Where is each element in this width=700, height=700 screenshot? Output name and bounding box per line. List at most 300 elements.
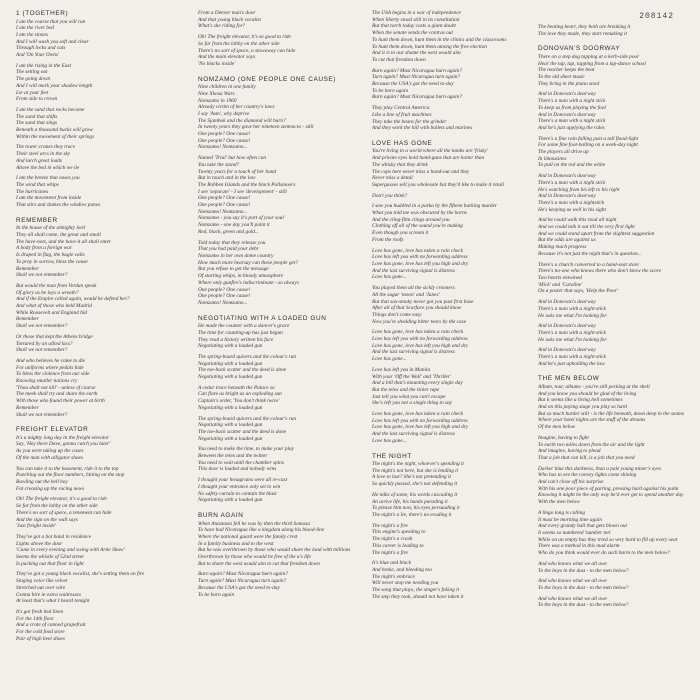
lyric-line: There's a man with a nightstick bbox=[538, 199, 605, 206]
lyric-line: I thought your hexagrams were all re-cast bbox=[198, 477, 288, 484]
lyric-line: There's a man with a night-stick bbox=[538, 305, 606, 312]
lyric-line: To the old sheet music bbox=[538, 74, 585, 81]
lyric-line: The night's a crash bbox=[372, 536, 413, 543]
lyric-line: 'Thou shalt not kill' - unless of course bbox=[16, 384, 96, 391]
song-title: REMEMBER bbox=[16, 216, 58, 224]
song-block bbox=[16, 10, 182, 209]
lyric-line: Who has to see the convey lights come shining bbox=[538, 472, 637, 479]
lyric-line: And we could talk it out till the very first light bbox=[538, 224, 635, 231]
lyric-line: Negotiating with a loaded gun bbox=[198, 374, 263, 381]
lyric-line: To the boys in the dust - to the men below? bbox=[538, 567, 629, 574]
lyric-line: Fat creasing up the racing news bbox=[16, 485, 85, 492]
lyric-line: In twenty years they gave her nineteen sentences - still bbox=[198, 124, 314, 131]
lyric-line: And the last surviving signal is distress bbox=[372, 349, 455, 356]
lyric-line: This career is leading to bbox=[372, 542, 424, 549]
lyric-line: Love has left you with no forwarding address bbox=[372, 417, 468, 424]
lyric-line: And lurch great loads bbox=[16, 157, 62, 164]
song-title: NEGOTIATING WITH A LOADED GUN bbox=[198, 314, 327, 322]
lyric-line: Imagine, having to fight bbox=[538, 434, 589, 441]
lyric-line: At least that's what I heard tonight bbox=[16, 598, 90, 605]
lyric-line: I saw you huddled in a parka by the fifteen barking murder bbox=[372, 203, 497, 210]
lyric-line: Say, 'Hey there Dave, gonna catch you later' bbox=[16, 441, 111, 448]
lyric-line: I am the breeze that eases you bbox=[16, 175, 80, 182]
lyric-line: The Robben Islands and the black Pollsmoors bbox=[198, 181, 296, 188]
lyric-line: The night's a fire bbox=[372, 549, 408, 556]
lyric-line: As you were taking up the cases bbox=[16, 448, 84, 455]
lyric-line: What's she riding for? bbox=[198, 23, 246, 30]
lyric-line: Like a line of fruit machines bbox=[372, 111, 432, 118]
lyrics-column-4 bbox=[538, 24, 700, 696]
lyric-line: Nomzamo - you say it's part of your soul bbox=[198, 215, 284, 222]
song-block bbox=[198, 512, 364, 598]
lyric-line: In the house of the almighty lord bbox=[16, 225, 85, 232]
lyric-line: One people? One cause! bbox=[198, 195, 251, 202]
lyric-line: Love has gone... bbox=[372, 356, 407, 363]
lyric-line: You played them all the sickly crooners bbox=[372, 285, 455, 292]
lyric-line: And in Donovan's doorway bbox=[538, 323, 596, 330]
lyric-line: They've got a hot band in residence bbox=[16, 533, 92, 540]
lyric-line: Lie at your feet bbox=[16, 89, 49, 96]
lyric-line: The beating heart, they both are breaking it bbox=[538, 24, 631, 30]
lyric-line: There's a man with a night stick bbox=[538, 179, 606, 186]
lyric-line: Remember bbox=[16, 316, 39, 323]
lyric-line: Never miss a detail bbox=[372, 175, 413, 182]
lyric-line: Turn again? Must Nicaragua turn again? bbox=[372, 74, 461, 81]
song-title: NOMZAMO (ONE PEOPLE ONE CAUSE) bbox=[198, 75, 337, 83]
lyric-line: To keep us from playing the fool bbox=[538, 104, 606, 111]
lyric-line: And in Donovan's doorway bbox=[538, 299, 596, 306]
lyric-line: Love has left you in Manila bbox=[372, 366, 431, 373]
lyric-line: The whisky that they drink bbox=[372, 161, 428, 168]
lyric-line: To be born again bbox=[198, 591, 235, 598]
lyric-line: And who believes he came to die bbox=[16, 357, 86, 364]
lyric-line: But that torch today casts a giant doubt bbox=[372, 23, 456, 30]
lyric-line: You need to make the time, to make your play bbox=[198, 446, 295, 453]
lyric-line: One people? One cause! bbox=[198, 137, 251, 144]
lyric-line: Told today that they release you bbox=[198, 239, 266, 246]
lyric-line: They all shall come, the great and small bbox=[16, 231, 101, 238]
lyric-line: That stirs and shakes the window panes bbox=[16, 202, 101, 209]
lyric-line: The night's the night, whoever's spending it bbox=[372, 461, 464, 468]
lyric-line: And in Donovan's doorway bbox=[538, 111, 596, 118]
lyric-line: Hear the tap, tap, tapping from a tap-dance school bbox=[538, 60, 646, 67]
lyric-line: There's no-one who knows there who don't know the score bbox=[538, 268, 662, 275]
lyric-line: But to share the west would aim to cut that freedom down bbox=[198, 560, 320, 567]
lyric-line: To the boys in the dust - to the men below? bbox=[538, 584, 629, 591]
lyric-line: No safety curtain to contain the blast bbox=[198, 490, 277, 497]
lyric-line: I thought your entrance only set to win bbox=[198, 483, 281, 490]
lyric-line: And if the Empire called again, would he defend her? bbox=[16, 296, 130, 303]
lyric-line: The players all drive up bbox=[538, 149, 589, 156]
lyric-line: Even though you scream it bbox=[372, 230, 429, 237]
lyric-line: Supergasses sell you wholesale but they'd like to make it retail bbox=[372, 181, 504, 188]
lyric-line: Is draped in flag, the bugle calls bbox=[16, 252, 85, 259]
lyrics-column-1 bbox=[16, 10, 182, 696]
lyric-line: To be born again bbox=[372, 87, 409, 94]
lyric-line: It's a mighty long day in the freight elevator bbox=[16, 434, 110, 441]
lyric-line: Nine children in one family bbox=[198, 84, 256, 91]
lyric-line: Love has left you with no forwarding address bbox=[372, 336, 468, 343]
lyric-line: But would the man from Verdun speak bbox=[16, 282, 97, 289]
lyric-line: For the cold food store bbox=[16, 629, 65, 636]
lyric-line: Negotiating with a loaded gun bbox=[198, 435, 263, 442]
lyric-line: One people? One cause! bbox=[198, 286, 251, 293]
lyric-line: Stretched out over wire bbox=[16, 584, 66, 591]
lyric-line: With his one poor piece of parting, pressing hard against his palm bbox=[538, 485, 679, 492]
lyric-line: The setting out bbox=[16, 69, 48, 76]
lyric-line: The night's a lie, there's no evading it bbox=[372, 512, 452, 518]
lyric-line: The song that plays, the singer's faking it bbox=[372, 587, 460, 594]
lyric-line: After all of that Scarface you should know bbox=[372, 305, 462, 312]
lyric-line: To have had Nicaragua like a kingdom along his blood-line bbox=[198, 527, 325, 534]
lyric-line: Nomzamo in her own dome country bbox=[198, 253, 274, 259]
lyric-line: The cops here never miss a hand-out and they bbox=[372, 168, 470, 175]
lyric-line: Of the men below bbox=[538, 424, 576, 431]
lyric-line: Bawling out the bell boy bbox=[16, 478, 68, 485]
lyric-line: Negotiating with a loaded gun bbox=[198, 404, 263, 411]
lyric-line: Captain's order, 'You don't think twice' bbox=[198, 398, 280, 405]
lyric-line: Punching out the floor numbers, hitting on the stop bbox=[16, 472, 125, 479]
lyric-line: There's a man with a night-stick bbox=[538, 329, 606, 336]
lyric-line: They play Central America bbox=[372, 105, 430, 112]
lyric-line: The spring-board quivers and the colour's run bbox=[198, 353, 297, 360]
lyric-line: To the boys in the dust - to the men below? bbox=[538, 602, 629, 609]
lyric-line: The meek shall try and share the earth bbox=[16, 391, 98, 398]
lyric-line: He made the counter with a dancer's grace bbox=[198, 323, 290, 330]
lyric-line: There's a church converted to a hand-seat store bbox=[538, 261, 639, 268]
song-block bbox=[538, 375, 700, 609]
lyric-line: I am the rising in the East bbox=[16, 62, 72, 69]
lyric-line: And the sign on the wall says bbox=[16, 516, 78, 523]
lyric-line: The teacher keeps the beat bbox=[538, 67, 595, 74]
lyric-line: And the last surviving signal is distress bbox=[372, 267, 455, 274]
lyric-line: There's no sort of space, a stowaway can hide bbox=[198, 47, 296, 54]
lyric-line: And every grandy hall that gets blown out bbox=[538, 523, 628, 530]
lyric-line: And you know you should be glad of the living bbox=[538, 390, 637, 397]
lyric-line: You take the stand? bbox=[198, 161, 240, 168]
lyric-line: Love has left you with no forwarding address bbox=[372, 254, 468, 261]
song-block bbox=[372, 453, 538, 601]
lyric-line: Through locks and cuts bbox=[16, 45, 66, 52]
song-title: FREIGHT ELEVATOR bbox=[16, 426, 89, 434]
lyric-line: On a poster that says, 'Help the Poor' bbox=[538, 288, 618, 295]
lyric-line: But it seems like a living hell sometimes bbox=[538, 397, 623, 404]
lyric-line: He talks of some, his words cascading it bbox=[372, 491, 458, 498]
lyric-line: Above the bed in which we lie bbox=[16, 164, 80, 171]
lyric-line: There's no sort of space, a tenement can hide bbox=[16, 509, 112, 516]
lyric-line: Love has gone, love has left you high and dry bbox=[372, 342, 469, 349]
lyric-line: In limousines bbox=[538, 155, 567, 162]
lyric-line: The night's a fire bbox=[372, 522, 408, 529]
lyric-line: Can flare as bright as an exploding sun bbox=[198, 391, 282, 398]
lyric-line: Of starting whips, in bloody atmosphere bbox=[198, 273, 284, 280]
lyric-line: To pull on the red and the white bbox=[538, 162, 606, 169]
lyric-line: Nomzamo! Nomzamo... bbox=[198, 208, 248, 215]
lyrics-column-3 bbox=[372, 10, 538, 696]
lyric-line: Between the telex and the twitter bbox=[198, 453, 268, 460]
song-block bbox=[198, 315, 364, 504]
song-title: BURN AGAIN bbox=[198, 512, 244, 519]
lyric-line: It's blue and black bbox=[372, 560, 411, 567]
lyric-line: And on this paying stage you play so hard bbox=[538, 404, 627, 411]
lyric-line: Where your hotel nights are the stuff of the dreams bbox=[538, 417, 646, 424]
lyric-line: One people? One cause! bbox=[198, 293, 251, 300]
lyric-line: The spring-board quivers and the colour's run bbox=[198, 415, 297, 422]
lyric-line: To please him now, his eyes persuading it bbox=[372, 505, 460, 512]
lyric-line: And 'On Your Owns' bbox=[16, 52, 60, 59]
lyric-line: Will never stop me needing you bbox=[372, 580, 439, 587]
lyric-line: For the 14th floor bbox=[16, 615, 55, 622]
lyric-line: When Anastasio fell he was by then the third Somoza bbox=[198, 520, 310, 527]
lyric-line: The wind that whips bbox=[16, 181, 59, 188]
lyric-line: The sand that sings bbox=[16, 120, 58, 127]
lyric-line: I am the movement from inside bbox=[16, 195, 82, 202]
lyric-line: To bless the violence from our side bbox=[16, 371, 90, 378]
song-title: 1 (TOGETHER) bbox=[16, 10, 69, 17]
lyric-line: Overthrown by those who would be free of the u's life bbox=[198, 554, 311, 561]
song-block bbox=[16, 426, 182, 642]
lyric-line: Love has gone, love has taken a rain check bbox=[372, 411, 464, 418]
lyric-line: And he's just upholding the law bbox=[538, 360, 605, 367]
lyric-line: Remember bbox=[16, 404, 39, 411]
lyric-line: Twenty years for a touch of her hand bbox=[198, 168, 277, 175]
lyric-line: But the telex and the ticker tape bbox=[372, 386, 440, 393]
lyric-line: And in Donovan's doorway bbox=[538, 193, 596, 200]
lyric-line: He's keeping us well in his sight bbox=[538, 206, 606, 213]
lyric-line: Shall we not remember? bbox=[16, 411, 68, 418]
lyric-line: And broke, and bleeding too bbox=[372, 566, 432, 573]
lyric-line: The going down bbox=[16, 76, 51, 83]
lyric-line: Oh! The freight elevator, it's a good to ride bbox=[16, 496, 107, 503]
lyric-line: With those who found their power at birth bbox=[16, 398, 105, 405]
lyric-line: To earth two miles down from the air and the light bbox=[538, 441, 645, 448]
lyric-line: And he's just applying the rules bbox=[538, 124, 605, 131]
lyric-line: So far from the lobby on the other side bbox=[16, 503, 98, 510]
lyric-line: They take the beans for the grinder bbox=[372, 118, 447, 125]
catalog-number: 208142 bbox=[639, 12, 674, 21]
lyric-line: And the cling-film clings around you bbox=[372, 216, 450, 223]
lyric-line: A lingo long is calling bbox=[538, 509, 585, 516]
lyric-line: So far from the lobby on the other side bbox=[198, 40, 280, 47]
lyric-line: Beneath a thousand bucks will grow bbox=[16, 127, 93, 134]
lyric-line: They read a history written his face bbox=[198, 336, 274, 343]
song-title: LOVE HAS GONE bbox=[372, 139, 433, 147]
song-block bbox=[372, 140, 538, 445]
lyric-line: I am the sand that rocks become bbox=[16, 106, 85, 113]
lyric-line: But the odds are against us bbox=[538, 237, 596, 244]
lyric-line: You're living in a world where all the lambs are 'frisky' bbox=[372, 148, 488, 155]
lyric-line: I see 'separate' - I see 'development' - still bbox=[198, 188, 287, 195]
lyric-line: From side to crown bbox=[16, 96, 58, 103]
lyric-line: Knowing smaller nations cry bbox=[16, 378, 78, 385]
lyric-line: And private eyes hold hand-guns that are hotter than bbox=[372, 155, 485, 162]
lyric-line: Singing voice like velvet bbox=[16, 578, 68, 585]
lyric-line: I am the course that you will run bbox=[16, 18, 86, 25]
song-block bbox=[538, 45, 700, 367]
lyric-line: 'Came in every evening and swing with Artie Shaw' bbox=[16, 547, 125, 554]
song-title: DONOVAN'S DOORWAY bbox=[538, 45, 621, 53]
lyric-line: Red, black, green and gold... bbox=[198, 228, 259, 235]
lyric-line: You can take it to the basement, ride it to the top bbox=[16, 465, 119, 472]
lyric-line: And they work the hill with bullets and marines bbox=[372, 125, 473, 132]
lyric-line: To pray in sorrow, bless the cause bbox=[16, 258, 88, 265]
lyric-line: To hunt them down, hunt them among the free election bbox=[372, 43, 487, 50]
song-block bbox=[198, 10, 364, 68]
lyric-line: And the main elevator says bbox=[198, 54, 256, 61]
lyric-line: Don't you think? bbox=[372, 192, 408, 199]
lyric-line: Album, tour, albums - you're still pecking at the shell bbox=[538, 383, 650, 390]
lyric-line: You need to wait until the chamber spins bbox=[198, 459, 284, 466]
lyric-line: Shall we not remember? bbox=[16, 272, 68, 279]
lyric-line: Already victim of her country's laws bbox=[198, 104, 275, 111]
lyric-line: Shall we not remember? bbox=[16, 323, 68, 330]
lyric-line: What you told me was obscured by the horns bbox=[372, 210, 467, 217]
lyric-line: And it is to our shame the west would aim bbox=[372, 50, 461, 57]
lyric-line: Because it's not just the night that's in question... bbox=[538, 250, 642, 257]
lyric-line: And imagine, having to plead bbox=[538, 448, 601, 455]
lyric-line: Their steel arcs in the sky bbox=[16, 151, 71, 158]
lyric-line: Love has gone, love has taken a rain check bbox=[372, 247, 464, 254]
lyric-line: Is packing out that floor in light bbox=[16, 560, 84, 567]
lyric-line: Love has gone... bbox=[372, 274, 407, 281]
lyric-line: And I will wash you soft and clear bbox=[16, 38, 89, 45]
lyric-line: And in Donovan's doorway bbox=[538, 173, 596, 180]
lyric-line: And who knows what we all owe bbox=[538, 560, 607, 567]
lyric-line: The toe-back scatter and the deed is done bbox=[198, 367, 287, 374]
lyric-line: And a bill that's mounting every single day bbox=[372, 380, 463, 387]
lyric-line: Burn again? Must Nicaragua burn again? bbox=[198, 571, 288, 578]
lyric-line: It must be morning time again bbox=[538, 516, 602, 523]
lyric-line: Named 'Trial' but how often can bbox=[198, 155, 267, 162]
lyric-line: They bring in the piano stool bbox=[538, 80, 600, 87]
lyric-line: It seems so numbered 'number ten' bbox=[538, 530, 612, 536]
lyric-line: Seems the whistle of 52nd street bbox=[16, 554, 84, 561]
song-title: THE MEN BELOW bbox=[538, 375, 600, 383]
lyric-line: Remember bbox=[16, 265, 39, 272]
lyric-line: And who knows what we all owe bbox=[538, 595, 607, 602]
lyric-line: The USA begins in a war of independence bbox=[372, 10, 461, 16]
lyric-line: There's a man with a night stick bbox=[538, 118, 606, 125]
lyric-line: Gonna hire in extra waitresses bbox=[16, 591, 81, 598]
lyric-line: With your 'Off the Wall' and 'Thriller' bbox=[372, 373, 452, 380]
lyric-line: While Roosevelt and England hid bbox=[16, 309, 87, 316]
lyric-line: Knowing it might be the only way he'd ever get to spend another day bbox=[538, 492, 684, 499]
lyric-line: Because the USA's got the need to-day bbox=[372, 81, 454, 88]
lyric-line: The tower cranes they trace bbox=[16, 144, 76, 151]
lyric-line: While on an empty bus they tried so very hard to fill up every seat bbox=[538, 536, 678, 543]
lyric-line: And can't close off his surprise bbox=[538, 479, 604, 486]
lyric-line: There on a step dog tapping at a kerb-side pool bbox=[538, 53, 639, 60]
lyric-line: And I will mark your shadow length bbox=[16, 82, 93, 89]
lyric-line: He asks me what I'm looking for bbox=[538, 336, 607, 343]
lyric-line: The toe-back scatter and the deed is done bbox=[198, 428, 287, 435]
lyric-line: And in Donovan's doorway bbox=[538, 91, 596, 98]
lyric-line: A body from a foreign war bbox=[16, 245, 72, 252]
lyric-line: Just tell you what you can't escape bbox=[372, 393, 446, 400]
song-block bbox=[372, 10, 538, 132]
lyric-line: Where only gunfire's indiscriminate - so always bbox=[198, 279, 299, 286]
lyric-line: Where the national guard were the family crest bbox=[198, 533, 298, 540]
lyric-line: For uniforms where pedals hide bbox=[16, 364, 84, 371]
lyric-line: Nomzamo in 1960 bbox=[198, 97, 237, 104]
lyric-line: And that young black vocalist bbox=[198, 16, 261, 23]
lyric-line: I say 'Asm', why deprive bbox=[198, 110, 250, 117]
lyric-line: And a crate of canned grapefruit bbox=[16, 622, 86, 629]
lyrics-column-2 bbox=[198, 10, 364, 696]
lyric-line: And in Donovan's doorway bbox=[538, 347, 596, 354]
lyric-line: To cut that freedom down bbox=[372, 56, 426, 63]
lyric-line: The step they took, should not have taken it bbox=[372, 593, 464, 600]
lyric-line: The sand that shifts bbox=[16, 113, 58, 120]
lyric-line: I am the stones bbox=[16, 31, 48, 38]
lyric-line: Nomzamo! Nomzamo... bbox=[198, 144, 248, 151]
lyric-line: Nomzamo - one day you'll paint it bbox=[198, 222, 270, 229]
lyric-line: Clothing off all of the sound you're making bbox=[372, 223, 463, 230]
lyric-line: In a family business and to the west bbox=[198, 540, 274, 547]
lyric-line: He's watching from his left to his right bbox=[538, 186, 620, 193]
lyric-line: They've got a young black vocalist, she's setting them on fire bbox=[16, 571, 145, 578]
lyric-line: Negotiating with a loaded gun bbox=[198, 343, 263, 350]
lyric-line: This engine's speeding to bbox=[372, 529, 426, 536]
lyric-line: Tortured by an allied kiss? bbox=[16, 340, 73, 347]
lyric-line: All the sugar 'moon' and 'Junes' bbox=[372, 291, 440, 298]
lyric-line: The time for counting-up has just begun bbox=[198, 329, 283, 336]
lyric-line: Nomzamo! Nomzamo... bbox=[198, 299, 248, 306]
song-title: THE NIGHT bbox=[372, 452, 412, 460]
lyric-line: The night's embrace bbox=[372, 573, 415, 580]
lyric-line: To hunt them down, hunt them in the clinics and the classrooms bbox=[372, 36, 507, 43]
lyric-line: Shall we not remember? bbox=[16, 347, 68, 354]
lyric-line: Darker blue this darkness, than a pale young miner's eyes bbox=[538, 465, 661, 472]
lyric-line: There was a method in this mad alarm bbox=[538, 543, 620, 550]
lyric-line: Turn again? Must Nicaragua turn again? bbox=[198, 578, 287, 585]
lyric-line: For some fine foot-balling on a week-day night bbox=[538, 142, 638, 149]
lyric-line: But that sax-smoky never got you past first base bbox=[372, 298, 474, 305]
lyric-line: When the senate sends the contras out bbox=[372, 30, 453, 37]
lyric-line: And who knows what we all owe bbox=[538, 578, 607, 585]
lyric-line: He asks me what I'm looking for bbox=[538, 312, 607, 319]
lyric-line: It's got fresh bed linen bbox=[16, 608, 64, 615]
lyric-line: So quickly passed, she's not defending it bbox=[372, 481, 458, 488]
lyric-line: Love has gone, love has left you high and dry bbox=[372, 261, 469, 267]
lyric-line: The have-nots, and the have-it all shall enter bbox=[16, 238, 112, 245]
lyric-line: That a job that can kill, is a job that you need bbox=[538, 454, 635, 461]
lyric-line: When liberty stood still in its constitution bbox=[372, 16, 460, 23]
lyric-line: But he was overthrown by those who would share the land with millions bbox=[198, 547, 351, 554]
lyric-line: She's left you not a single thing to say bbox=[372, 400, 452, 407]
lyric-line: Pair of high heel shoes bbox=[16, 635, 65, 642]
lyric-line: But so much harder still - is the life beneath, down deep in the seams bbox=[538, 410, 684, 417]
lyric-line: Negotiating with a loaded gun bbox=[198, 422, 263, 429]
lyric-line: The Sjambok and the diamond will burn? bbox=[198, 117, 286, 124]
lyric-line: Of the man with alligator shoes bbox=[16, 454, 83, 461]
lyric-line: How much more hearsay can these people get? bbox=[198, 259, 298, 266]
lyric-line: A love to last? She's not pretending it bbox=[372, 474, 451, 481]
song-block bbox=[538, 24, 700, 37]
lyric-line: Burn again? Must Nicaragua burn again? bbox=[372, 94, 462, 101]
lyric-line: One people? One cause! bbox=[198, 131, 251, 138]
lyric-line: Negotiating with a loaded gun bbox=[198, 360, 263, 367]
lyric-line: 'No blacks inside' bbox=[198, 60, 236, 67]
lyric-line: Within the movement of their springs bbox=[16, 133, 95, 140]
lyric-line: Two hearts entwined bbox=[538, 275, 582, 281]
lyric-line: Nine Xhosa Wars bbox=[198, 90, 235, 97]
lyric-line: Of glory as he lays a wreath? bbox=[16, 289, 79, 296]
lyric-line: Lights above the door bbox=[16, 540, 63, 547]
lyric-line: 'Mick' and 'Caroline' bbox=[538, 281, 583, 288]
lyric-line: This door is loaded and nobody wins bbox=[198, 466, 277, 473]
lyric-line: From the roofs bbox=[372, 236, 404, 243]
